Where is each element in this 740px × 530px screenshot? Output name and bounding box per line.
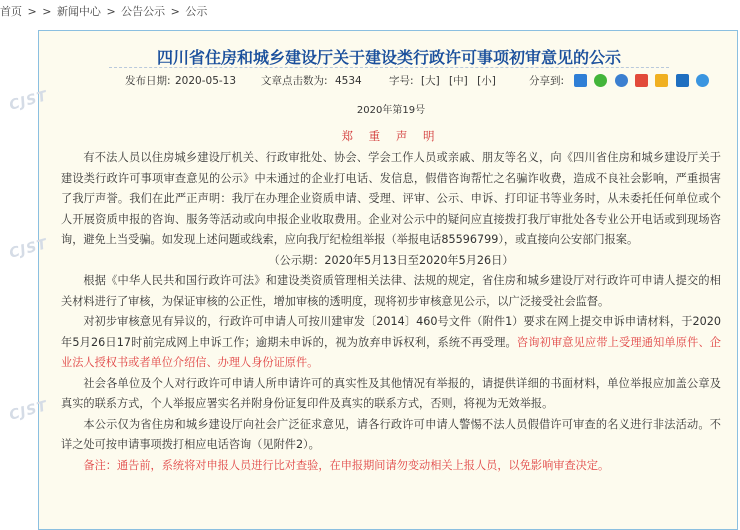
share-icons	[574, 74, 713, 94]
article-panel	[7, 30, 738, 530]
breadcrumb-news-center[interactable]: 新闻中心	[56, 5, 101, 18]
breadcrumb-home[interactable]: 首页	[0, 5, 22, 18]
paragraph-purpose: 本公示仅为省住房和城乡建设厅向社会广泛征求意见，请各行政许可申请人警惕不法人员假借许可审查的名义进行非法活动。不详之处可按申请事项拨打相应电话咨询（见附件2）。	[61, 417, 721, 451]
paragraph-remark: 备注：通告前，系统将对申报人员进行比对查验，在申报期间请勿变动相关上报人员，以免影响审查决定。	[83, 458, 610, 472]
breadcrumb-separator: >	[27, 5, 37, 18]
paragraph-statement: 有不法人员以住房城乡建设厅机关、行政审批处、协会、学会工作人员或亲戚、朋友等名义，向《四川省住房和城乡建设厅关于建设类行政许可事项审查意见的公示》中未通过的企业打电话、发信息，假借咨询帮忙之名骗诈收费，造成不良社会影响，严重损害了我厅声誉。我们在此严正声明：我厅在办理企业资质申请、受理、评审、公示、申诉、打印证书等业务时，从未委托任何单位或个人开展资质申报的咨询、服务等活动或向申报企业收取费用。企业对公示中的疑问应直接拨打我厅审批处各专业公开电话或到现场咨询，避免上当受骗。如发现上述问题或线索，应向我厅纪检组举报（举报电话85596799），或直接向公安部门报案。	[61, 151, 721, 246]
breadcrumb-publicity[interactable]: 公示	[185, 5, 208, 18]
share-label: 分享到:	[529, 75, 565, 87]
paragraph-objection	[61, 312, 721, 374]
notice-title: 郑 重 声 明	[341, 128, 441, 143]
title-divider	[109, 67, 669, 68]
renren-icon[interactable]	[676, 74, 689, 87]
plus-share-icon[interactable]	[574, 74, 587, 87]
publicity-period: （公示期：2020年5月13日至2020年5月26日）	[268, 253, 514, 267]
article-body	[61, 101, 721, 476]
breadcrumb-separator: >	[106, 5, 116, 18]
watermark: CJST	[7, 236, 50, 262]
watermark: CJST	[7, 398, 50, 424]
font-size-medium[interactable]: [中]	[449, 75, 468, 87]
publish-date: 2020-05-13	[175, 75, 237, 87]
qq-icon[interactable]	[615, 74, 628, 87]
qzone-icon[interactable]	[655, 74, 668, 87]
breadcrumb-announcements[interactable]: 公告公示	[121, 5, 166, 18]
click-count-label: 文章点击数为:	[261, 75, 328, 87]
click-count: 4534	[335, 75, 362, 87]
objection-text: 对初步审核意见有异议的，行政许可申请人可按川建审发〔2014〕460号文件（附件1）要求在网上提交申诉申请材料，于2020年5月26日17时前完成网上申诉工作；逾期未申诉的，视为放弃申诉权利，系统不再受理。	[61, 315, 721, 349]
font-size-label: 字号:	[389, 75, 414, 87]
objection-red-note: 咨询初审意见应带上受理通知单原件、企业法人授权书或者单位介绍信、办理人身份证原件。	[61, 335, 721, 369]
publish-date-label: 发布日期:	[125, 75, 171, 87]
breadcrumb	[0, 0, 740, 24]
weibo-icon[interactable]	[635, 74, 648, 87]
watermark: CJST	[7, 88, 50, 114]
article-title: 四川省住房和城乡建设厅关于建设类行政许可事项初审意见的公示	[156, 48, 621, 67]
font-size-large[interactable]: [大]	[421, 75, 440, 87]
font-size-options	[421, 71, 502, 91]
font-size-small[interactable]: [小]	[477, 75, 496, 87]
baidu-icon[interactable]	[696, 74, 709, 87]
breadcrumb-separator: >	[42, 5, 52, 18]
paragraph-basis: 根据《中华人民共和国行政许可法》和建设类资质管理相关法律、法规的规定，省住房和城乡建设厅对行政许可申请人提交的相关材料进行了审核，为保证审核的公正性，增加审核的透明度，现将初步审核意见公示，以广泛接受社会监督。	[61, 274, 721, 308]
article-meta	[39, 71, 739, 91]
wechat-icon[interactable]	[594, 74, 607, 87]
paragraph-report: 社会各单位及个人对行政许可申请人所申请许可的真实性及其他情况有举报的，请提供详细的书面材料，单位举报应加盖公章及真实的联系方式，个人举报应署实名并附身份证复印件及真实的联系方式，否则，将视为无效举报。	[61, 376, 721, 410]
breadcrumb-separator: >	[170, 5, 180, 18]
issue-number: 2020年第19号	[356, 105, 426, 116]
